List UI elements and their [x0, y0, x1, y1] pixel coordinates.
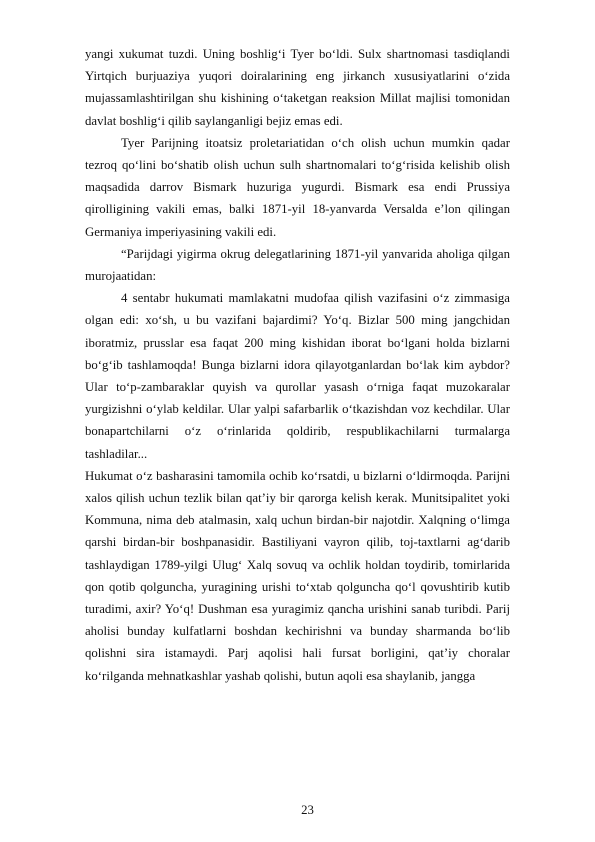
paragraph-quote-intro: “Parijdagi yigirma okrug delegatlarining 1871-yil yanvarida aholiga qilgan murojaatidan:: [85, 246, 510, 284]
body-text: [85, 43, 510, 687]
paragraph-hukumat: Hukumat o‘z basharasini tamomila ochib ko‘rsatdi, u bizlarni o‘ldirmoqda. Parijni xalos qilish uchun tezlik bilan qat’iy bir qarorga kelish kerak. Munitsipalitet yoki Kommuna, nima deb atalmasin, xalq uchun birdan-bir najotdir. Xalqning o‘limga qarshi birdan-bir boshpanasidir. Bastiliyani vayron qilib, toj-taxtlarni ag‘darib tashlaydigan 1789-yilgi Ulug‘ Xalq sovuq va ochlik holdan toydirib, tomirlarida qon qotib qolguncha, yuragining urishi to‘xtab qolguncha qo‘l qovushtirib kutib turadimi, axir? Yo‘q! Dushman esa yuragimiz qancha urishini sanab turibdi. Parij aholisi bunday kulfatlarni boshdan kechirishni va bunday sharmanda bo‘lib qolishni sira istamaydi. Parj aqolisi hali fursat borligini, qat’iy choralar ko‘rilganda mehnatkashlar yashab qolishi, butun aqoli esa shaylanib, jangga: [85, 468, 510, 683]
paragraph-tyer: Tyer Parijning itoatsiz proletariatidan o‘ch olish uchun mumkin qadar tezroq qo‘lini bo‘shatib olish uchun sulh shartnomalari to‘g‘risida kelishib olish maqsadida darrov Bismark huzuriga yugurdi. Bismark esa endi Prussiya qirolligining vakili emas, balki 1871-yil 18-yanvarda Versalda e’lon qilingan Germaniya imperiyasining vakili edi.: [85, 135, 510, 239]
page-number: 23: [301, 803, 314, 817]
paragraph-quote-body: 4 sentabr hukumati mamlakatni mudofaa qilish vazifasini o‘z zimmasiga olgan edi: xo‘sh, u bu vazifani bajardimi? Yo‘q. Bizlar 500 ming jangchidan iboratmiz, prusslar esa faqat 200 ming kishidan iborat bo‘lgani holda bizlarni bo‘g‘ib tashlamoqda! Bunga bizlarni idora qilayotganlardan bo‘lak kim aybdor? Ular to‘p-zambaraklar quyish va qurollar yasash o‘rniga faqat muzokaralar yurgizishni o‘ylab keldilar. Ular yalpi safarbarlik o‘tkazishdan voz kechdilar. Ular bonapartchilarni o‘z o‘rinlarida qoldirib, respublikachilarni turmalarga tashladilar...: [85, 291, 510, 461]
paragraph-continuation: yangi xukumat tuzdi. Uning boshlig‘i Tyer bo‘ldi. Sulx shartnomasi tasdiqlandi Yirtqich burjuaziya yuqori doiralarining eng jirkanch xususiyatlarini o‘zida mujassamlashtirilgan shu kishining o‘taketgan reaksion Millat majlisi tomonidan davlat boshlig‘i qilib saylanganligi bejiz emas edi.: [85, 47, 510, 128]
